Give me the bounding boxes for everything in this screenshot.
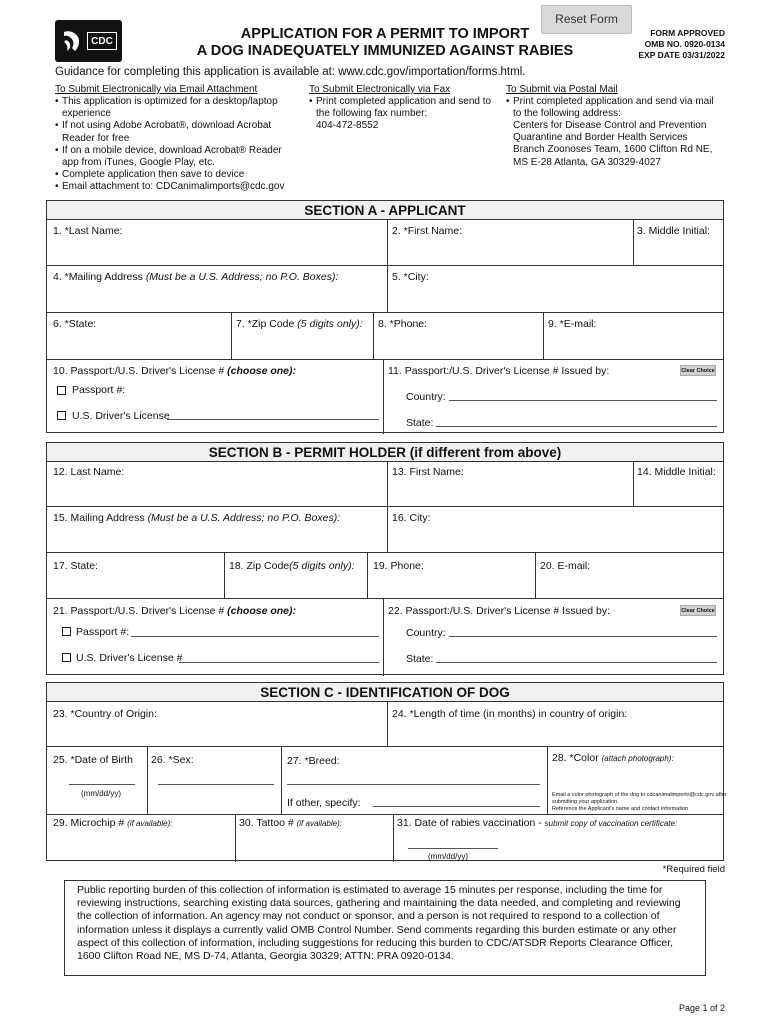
- date-of-birth-label: 25. *Date of Birth: [53, 754, 133, 766]
- tattoo-label: 30. Tattoo # (if available):: [239, 817, 342, 829]
- middle-initial-label: 3. Middle Initial:: [637, 225, 710, 237]
- list-item: • This application is optimized for a desktop/laptop experience: [55, 96, 295, 120]
- email-instructions: [55, 96, 295, 194]
- expiration-date: EXP DATE 03/31/2022: [638, 50, 725, 60]
- holder-clear-choice-button[interactable]: Clear Choice: [680, 605, 716, 616]
- microchip-label: 29. Microchip # (if available):: [53, 817, 173, 829]
- state-label: 6. *State:: [53, 318, 97, 330]
- email-label: 9. *E-mail:: [548, 318, 597, 330]
- sex-input[interactable]: [158, 784, 274, 785]
- if-other-label: If other, specify:: [287, 797, 361, 809]
- clear-choice-button[interactable]: Clear Choice: [680, 365, 716, 376]
- section-c-title: SECTION C - IDENTIFICATION OF DOG: [46, 682, 724, 701]
- breed-other-input[interactable]: [373, 806, 540, 807]
- holder-zip-code-label: 18. Zip Code(5 digits only):: [229, 560, 355, 572]
- length-of-time-label: 24. *Length of time (in months) in country of origin:: [392, 708, 628, 720]
- rabies-vaccination-date-input[interactable]: [408, 848, 498, 849]
- state-label-issued: State:: [406, 417, 434, 429]
- section-a-title: SECTION A - APPLICANT: [46, 200, 724, 219]
- last-name-label: 1. *Last Name:: [53, 225, 123, 237]
- date-of-birth-input[interactable]: [69, 784, 135, 785]
- cdc-logo: [55, 20, 122, 62]
- address-line: Branch Zoonoses Team, 1600 Clifton Rd NE,: [513, 144, 713, 156]
- first-name-label: 2. *First Name:: [392, 225, 463, 237]
- required-field-note: *Required field: [662, 864, 725, 875]
- holder-drivers-license-label: U.S. Driver's License #: [76, 652, 183, 664]
- fax-instructions: [309, 96, 499, 120]
- holder-country-label: Country:: [406, 627, 446, 639]
- page-number: Page 1 of 2: [678, 1003, 725, 1013]
- holder-middle-initial-label: 14. Middle Initial:: [637, 466, 716, 478]
- address-line: Quarantine and Border Health Services: [513, 132, 688, 144]
- passport-label: Passport #:: [72, 384, 126, 396]
- list-item: • Print completed application and send to the following fax number:: [309, 96, 499, 120]
- city-label: 5. *City:: [392, 271, 429, 283]
- mail-address: [513, 120, 712, 169]
- holder-drivers-license-input[interactable]: [179, 662, 379, 663]
- holder-last-name-label: 12. Last Name:: [53, 466, 125, 478]
- form-title-line1: APPLICATION FOR A PERMIT TO IMPORT: [240, 26, 530, 42]
- holder-email-label: 20. E-mail:: [540, 560, 591, 572]
- vaccination-date-format-hint: (mm/dd/yy): [428, 852, 468, 861]
- zip-code-label: 7. *Zip Code (5 digits only):: [236, 318, 363, 330]
- country-input[interactable]: [449, 400, 717, 401]
- holder-issued-by-label: 22. Passport:/U.S. Driver's License # Issued by:: [388, 605, 611, 617]
- drivers-license-checkbox[interactable]: [57, 411, 66, 420]
- hhs-eagle-icon: [61, 28, 83, 54]
- list-item: • If on a mobile device, download Acrobat® Reader app from iTunes, Google Play, etc.: [55, 145, 295, 169]
- issued-by-label: 11. Passport:/U.S. Driver's License # Issued by:: [388, 365, 610, 377]
- address-line: Centers for Disease Control and Prevention: [513, 120, 707, 131]
- mail-instructions: [506, 96, 716, 120]
- photo-note: [552, 792, 727, 813]
- photo-note-line: Reference the Applicant's name and contact information: [552, 806, 689, 812]
- holder-first-name-label: 13. First Name:: [392, 466, 464, 478]
- section-b-grid: [46, 461, 724, 675]
- photo-note-line: Email a color photograph of the dog to cdcanimalimports@cdc.gov after: [552, 792, 727, 798]
- address-line: MS E-28 Atlanta, GA 30329-4027: [513, 156, 661, 168]
- id-document-label: 10. Passport:/U.S. Driver's License # (choose one):: [53, 365, 297, 377]
- phone-label: 8. *Phone:: [378, 318, 428, 330]
- form-title-line2: A DOG INADEQUATELY IMMUNIZED AGAINST RABIES: [196, 43, 574, 59]
- reset-form-button[interactable]: Reset Form: [541, 5, 632, 34]
- cdc-logo-text: CDC: [87, 32, 117, 50]
- mail-heading: To Submit via Postal Mail: [506, 84, 618, 95]
- holder-state-input[interactable]: [436, 662, 717, 663]
- holder-passport-input[interactable]: [131, 636, 379, 637]
- omb-block: [638, 28, 725, 61]
- guidance-text: Guidance for completing this application is available at: www.cdc.gov/importation/forms.html.: [55, 66, 526, 78]
- holder-country-input[interactable]: [449, 636, 717, 637]
- holder-phone-label: 19. Phone:: [373, 560, 424, 572]
- holder-id-document-label: 21. Passport:/U.S. Driver's License # (choose one):: [53, 605, 297, 617]
- section-c-grid: [46, 701, 727, 861]
- holder-passport-label: Passport #:: [76, 626, 130, 638]
- holder-state-label: 17. State:: [53, 560, 98, 572]
- country-of-origin-label: 23. *Country of Origin:: [53, 708, 157, 720]
- breed-label: 27. *Breed:: [287, 755, 340, 767]
- fax-number: 404-472-8552: [316, 120, 379, 131]
- sex-label: 26. *Sex:: [151, 754, 194, 766]
- holder-city-label: 16. City:: [392, 512, 431, 524]
- rabies-vaccination-label: 31. Date of rabies vaccination - submit copy of vaccination certificate:: [397, 817, 678, 829]
- color-label: 28. *Color (attach photograph):: [552, 752, 674, 764]
- omb-number: OMB NO. 0920-0134: [644, 39, 725, 49]
- holder-state-label-issued: State:: [406, 653, 434, 665]
- email-heading: To Submit Electronically via Email Attachment: [55, 84, 258, 95]
- section-b-title: SECTION B - PERMIT HOLDER (if different from above): [46, 442, 724, 461]
- burden-statement: Public reporting burden of this collection of information is estimated to average 15 minutes per response, including the time for reviewing instructions, searching existing data sources, gathering and maintaining the data needed, and completing and reviewing the collection of information. An agency may not conduct or sponsor, and a person is not required to respond to a collection of information unless it displays a currently valid OMB Control Number. Send comments regarding this burden estimate or any other aspect of this collection of information, including suggestions for reducing this burden to CDC/ATSDR Reports Clearance Officer, 1600 Clifton Road NE, MS D-74, Atlanta, Georgia 30329; ATTN: PRA 0920-0134.: [64, 880, 706, 976]
- section-a-grid: [46, 219, 724, 433]
- form-approved-label: FORM APPROVED: [650, 28, 725, 38]
- list-item: • Print completed application and send via mail to the following address:: [506, 96, 716, 120]
- date-format-hint: (mm/dd/yy): [81, 789, 121, 798]
- breed-input[interactable]: [287, 784, 540, 785]
- photo-note-line: submitting your application.: [552, 799, 619, 805]
- list-item: • Email attachment to: CDCanimalimports@cdc.gov: [55, 181, 295, 193]
- drivers-license-label: U.S. Driver's License: [72, 410, 170, 422]
- holder-mailing-address-label: 15. Mailing Address (Must be a U.S. Address; no P.O. Boxes):: [53, 512, 341, 524]
- holder-drivers-license-checkbox[interactable]: [62, 653, 71, 662]
- list-item: • If not using Adobe Acrobat®, download Acrobat Reader for free: [55, 120, 295, 144]
- country-label: Country:: [406, 391, 446, 403]
- passport-checkbox[interactable]: [57, 386, 66, 395]
- state-input[interactable]: [436, 426, 717, 427]
- holder-passport-checkbox[interactable]: [62, 627, 71, 636]
- drivers-license-input[interactable]: [167, 419, 379, 420]
- mailing-address-label: 4. *Mailing Address (Must be a U.S. Address; no P.O. Boxes):: [53, 271, 339, 283]
- fax-heading: To Submit Electronically via Fax: [309, 84, 451, 95]
- list-item: • Complete application then save to device: [55, 169, 295, 181]
